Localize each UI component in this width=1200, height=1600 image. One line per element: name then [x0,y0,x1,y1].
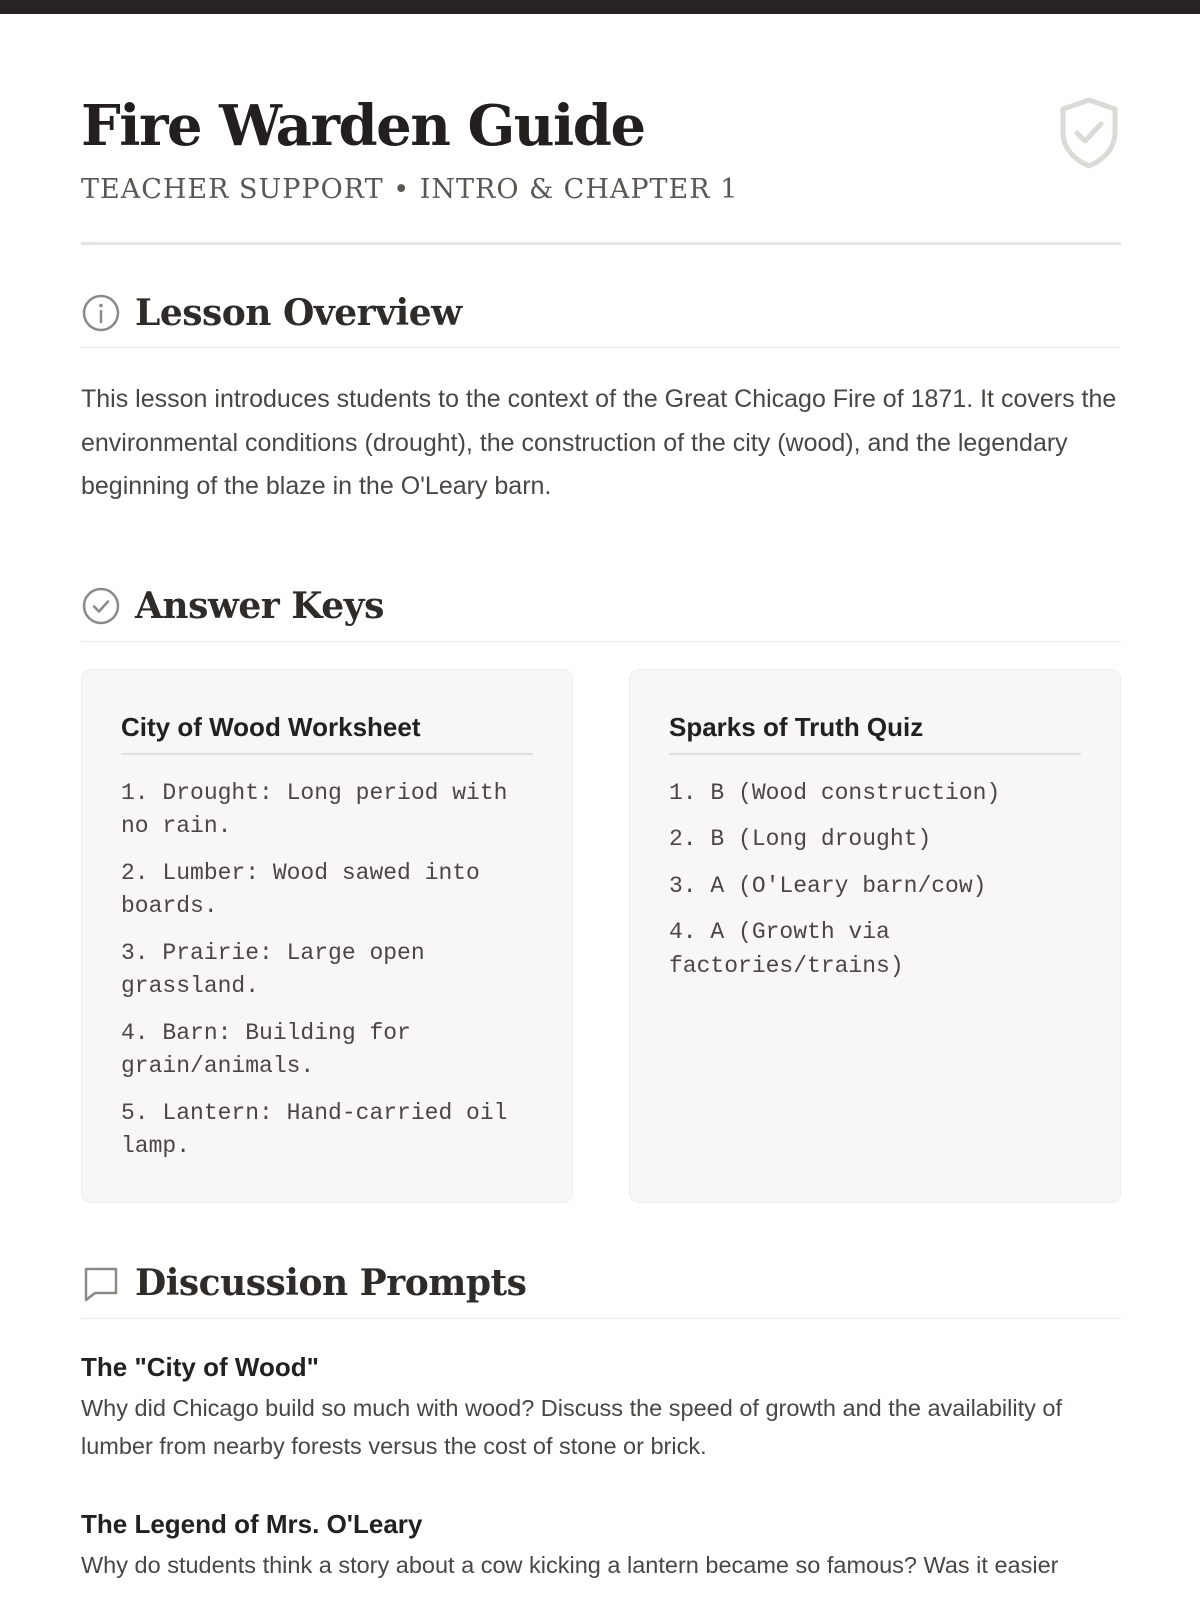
answer-item: 2. B (Long drought) [669,826,932,852]
section-header [81,572,1121,642]
answer-item: 3. A (O'Leary barn/cow) [669,872,987,899]
speech-bubble-icon [81,1263,121,1303]
card-title: City of Wood Worksheet [121,712,533,755]
info-circle-icon [81,293,121,333]
shield-check-icon [1057,96,1121,170]
section-title: Answer Keys [135,585,384,627]
answer-item: 2. Lumber: Wood sawed into boards. [121,859,480,919]
answer-keys-section [81,572,1121,1203]
prompt-title: The Legend of Mrs. O'Leary [81,1508,423,1539]
document-header [81,0,1121,245]
answer-item: 1. B (Wood construction) [669,779,1001,806]
page-title: Fire Warden Guide [81,93,645,159]
prompt-text: Why do students think a story about a cow kicking a lantern became so famous? Was it easier [81,1551,1059,1578]
card-title: Sparks of Truth Quiz [669,712,1081,755]
prompt-title: The "City of Wood" [81,1351,319,1382]
overview-text: This lesson introduces students to the context of the Great Chicago Fire of 1871. It covers the environmental conditions (drought), the construction of the city (wood), and the legendary beginning of the blaze in the O'Leary barn. [81,385,1117,500]
answer-list [669,777,1081,984]
discussion-prompts-section [81,1249,1121,1585]
section-header [81,1249,1121,1319]
answer-card-worksheet [81,669,573,1203]
answer-item: 3. Prairie: Large open grassland. [121,939,425,999]
answer-cards [81,669,1121,1203]
lesson-overview-section [81,278,1121,509]
answer-card-quiz [629,669,1121,1203]
prompt-text: Why did Chicago build so much with wood? Discuss the speed of growth and the availability of lumber from nearby forests versus the cost of stone or brick. [81,1394,1062,1459]
section-title: Discussion Prompts [135,1262,527,1304]
page-subtitle: TEACHER SUPPORT • INTRO & CHAPTER 1 [81,174,739,205]
answer-item: 4. Barn: Building for grain/animals. [121,1019,411,1079]
document-page [81,0,1121,1584]
discussion-prompt [81,1508,1121,1585]
discussion-prompt [81,1351,1121,1466]
section-title: Lesson Overview [135,291,462,334]
answer-item: 4. A (Growth via factories/trains) [669,919,904,979]
answer-item: 1. Drought: Long period with no rain. [121,779,508,839]
answer-item: 5. Lantern: Hand-carried oil lamp. [121,1099,508,1159]
section-header [81,278,1121,348]
check-circle-icon [81,586,121,626]
answer-list [121,777,533,1164]
